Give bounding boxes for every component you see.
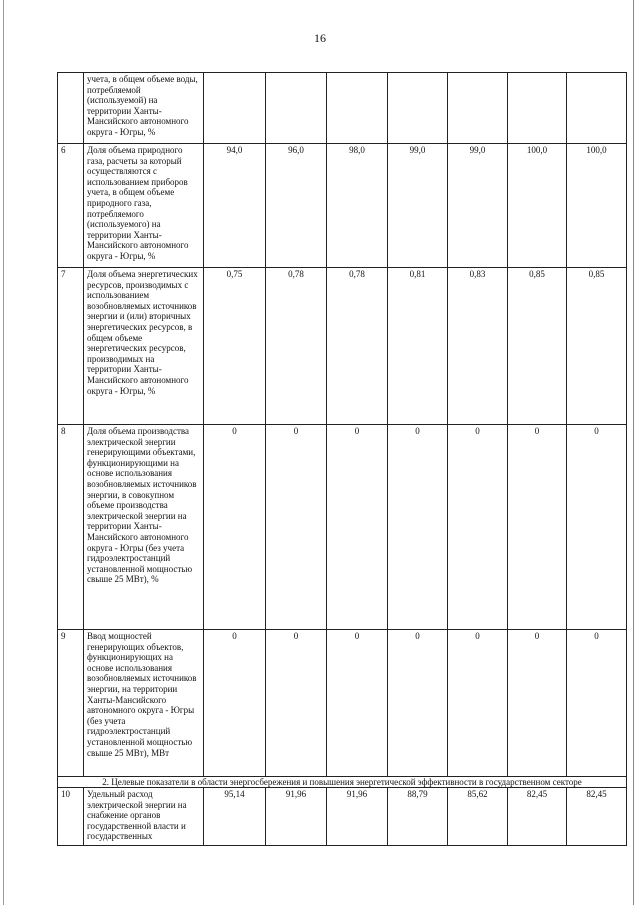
indicator-value: 98,0	[327, 144, 388, 268]
indicator-value: 99,0	[388, 144, 448, 268]
table-row	[58, 268, 627, 425]
indicator-value: 0	[448, 425, 508, 630]
row-number: 6	[58, 144, 84, 268]
indicator-value	[388, 73, 448, 144]
row-number: 7	[58, 268, 84, 425]
indicator-value: 99,0	[448, 144, 508, 268]
indicator-value: 88,79	[388, 788, 448, 846]
indicator-value: 91,96	[327, 788, 388, 846]
indicator-value	[327, 73, 388, 144]
indicator-value: 0	[266, 630, 327, 777]
indicator-value: 0	[508, 425, 567, 630]
indicator-value: 0	[327, 630, 388, 777]
indicator-value: 100,0	[567, 144, 627, 268]
indicator-value: 0	[567, 630, 627, 777]
section-header-row	[58, 777, 627, 788]
row-number: 9	[58, 630, 84, 777]
indicator-value: 0,78	[266, 268, 327, 425]
row-number: 8	[58, 425, 84, 630]
section-block	[58, 777, 627, 788]
indicator-value: 0	[204, 630, 266, 777]
indicator-value: 91,96	[266, 788, 327, 846]
row-number	[58, 73, 84, 144]
indicator-value: 0,85	[508, 268, 567, 425]
indicator-value: 0	[448, 630, 508, 777]
indicator-name: Ввод мощностей генерирующих объектов, функционирующих на основе использования возобновляемых источников энергии, на территории Ханты-Мансийского автономного округа - Югры (без учета гидроэлектростанций установленной мощностью свыше 25 МВт), МВт	[84, 630, 204, 777]
indicator-value: 0	[204, 425, 266, 630]
indicator-name: Доля объема производства электрической энергии генерирующими объектами, функционирующими на основе использования возобновляемых источников энергии, в совокупном объеме производства электрической энергии на территории Ханты-Мансийского автономного округа - Югры (без учета гидроэлектростанций установленной мощностью свыше 25 МВт), %	[84, 425, 204, 630]
indicators-table	[57, 72, 627, 846]
indicator-value: 82,45	[567, 788, 627, 846]
table-row	[58, 630, 627, 777]
indicator-value	[204, 73, 266, 144]
table-row	[58, 788, 627, 846]
indicator-value: 0,75	[204, 268, 266, 425]
table-body-top	[58, 73, 627, 777]
indicator-value: 82,45	[508, 788, 567, 846]
section-title: 2. Целевые показатели в области энергосбережения и повышения энергетической эффективности в государственном секторе	[58, 777, 627, 788]
row-number: 10	[58, 788, 84, 846]
scan-edge-left	[3, 0, 4, 905]
indicator-value	[508, 73, 567, 144]
indicator-value: 0	[508, 630, 567, 777]
table-row	[58, 144, 627, 268]
indicator-value: 0	[327, 425, 388, 630]
indicator-value	[266, 73, 327, 144]
indicator-value: 0,83	[448, 268, 508, 425]
indicator-name: Доля объема энергетических ресурсов, производимых с использованием возобновляемых источников энергии и (или) вторичных энергетических ресурсов, в общем объеме энергетических ресурсов, производимых на территории Ханты-Мансийского автономного округа - Югры, %	[84, 268, 204, 425]
indicator-value	[567, 73, 627, 144]
indicator-value: 94,0	[204, 144, 266, 268]
indicator-value	[448, 73, 508, 144]
indicator-name: учета, в общем объеме воды, потребляемой (используемой) на территории Ханты-Мансийского автономного округа - Югры, %	[84, 73, 204, 144]
table-body-bottom	[58, 788, 627, 846]
page-number: 16	[314, 31, 326, 45]
indicator-value: 0,85	[567, 268, 627, 425]
indicator-value: 0	[266, 425, 327, 630]
indicator-value: 0	[567, 425, 627, 630]
indicator-name: Доля объема природного газа, расчеты за который осуществляются с использованием приборов учета, в общем объеме природного газа, потребляемого (используемого) на территории Ханты-Мансийского автономного округа - Югры, %	[84, 144, 204, 268]
table-row	[58, 73, 627, 144]
scan-edge-right	[633, 0, 634, 905]
indicator-value: 96,0	[266, 144, 327, 268]
table-row	[58, 425, 627, 630]
indicator-value: 85,62	[448, 788, 508, 846]
indicator-value: 100,0	[508, 144, 567, 268]
indicator-value: 0	[388, 630, 448, 777]
indicator-value: 0	[388, 425, 448, 630]
indicator-name: Удельный расход электрической энергии на снабжение органов государственной власти и государственных	[84, 788, 204, 846]
indicator-value: 0,81	[388, 268, 448, 425]
indicator-value: 0,78	[327, 268, 388, 425]
indicator-value: 95,14	[204, 788, 266, 846]
